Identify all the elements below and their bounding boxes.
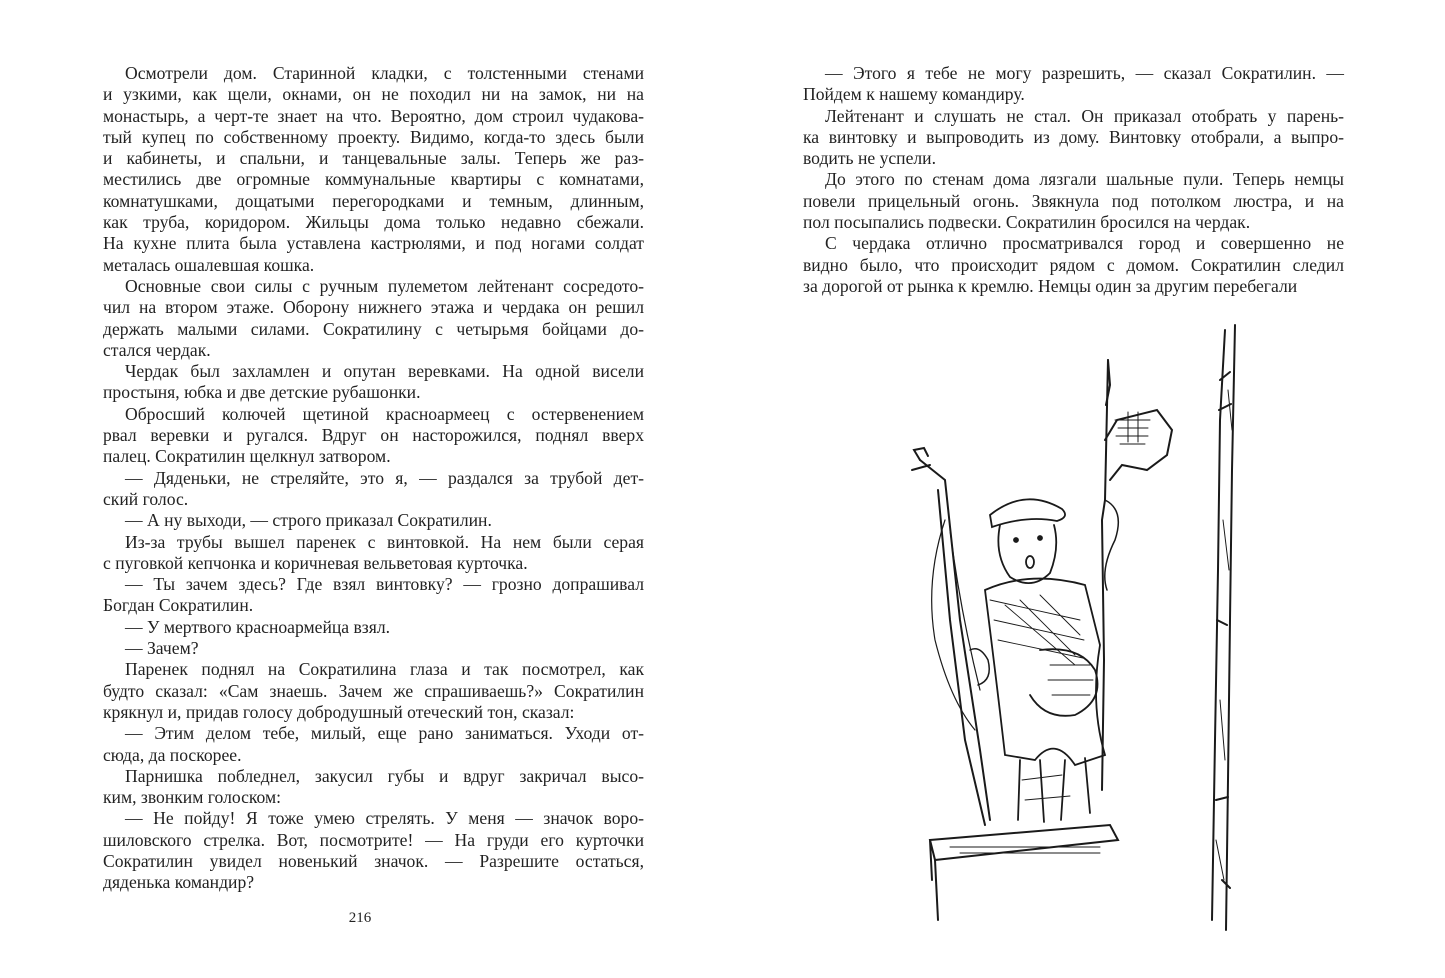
text-line: и узкими, как щели, окнами, он не походил ни на замок, ни на <box>103 84 644 105</box>
right-wall-sketch <box>1212 325 1235 930</box>
text-line: простыня, юбка и две детские рубашонки. <box>103 382 421 403</box>
text-line: как труба, коридором. Жильцы дома только недавно сбежали. <box>103 212 644 233</box>
text-line: ким, звонким голоском: <box>103 787 282 808</box>
text-line: дяденька командир? <box>103 872 255 893</box>
text-line: Основные свои силы с ручным пулеметом лейтенант сосредото- <box>125 275 644 296</box>
text-line: крякнул и, придав голосу добродушный отеческий тон, сказал: <box>103 701 575 722</box>
text-line: будто сказал: «Сам знаешь. Зачем же спрашиваешь?» Сократилин <box>103 680 644 701</box>
text-line: До этого по стенам дома лязгали шальные пули. Теперь немцы <box>825 169 1344 190</box>
rifle-sketch <box>912 448 990 825</box>
text-line: видно было, что происходит рядом с домом. Сократилин следил <box>803 254 1344 275</box>
text-line: Богдан Сократилин. <box>103 595 254 616</box>
boy-with-rifle-illustration <box>890 320 1270 940</box>
cap <box>990 499 1065 527</box>
text-line: — Зачем? <box>125 638 199 659</box>
text-line: — Этим делом тебе, милый, еще рано заниматься. Уходи от- <box>125 723 644 744</box>
text-line: за дорогой от рынка к кремлю. Немцы один за другим перебегали <box>803 275 1298 296</box>
text-line: Из-за трубы вышел паренек с винтовкой. На нем были серая <box>125 531 644 552</box>
text-line: шиловского стрелка. Вот, посмотрите! — На груди его курточки <box>103 829 644 850</box>
text-line: Пойдем к нашему командиру. <box>803 84 1025 105</box>
left-wall-sketch <box>1102 360 1172 790</box>
right-page-text <box>803 63 1344 297</box>
jacket <box>985 579 1105 765</box>
text-line: — А ну выходи, — строго приказал Сократилин. <box>125 510 492 531</box>
text-line: Сократилин увидел новенький значок. — Разрешите остаться, <box>103 850 644 871</box>
text-line: повели прицельный огонь. Звякнула под потолком люстра, и на <box>803 190 1344 211</box>
window-sill-sketch <box>930 825 1118 920</box>
text-line: На кухне плита была уставлена кастрюлями, и под ногами солдат <box>103 233 644 254</box>
arm <box>1030 649 1098 716</box>
text-line: ка винтовку и выпроводить из дому. Винтовку отобрали, а выпро- <box>803 126 1344 147</box>
text-line: водить не успели. <box>803 148 937 169</box>
text-line: Осмотрели дом. Старинной кладки, с толстенными стенами <box>125 63 644 83</box>
text-line: Лейтенант и слушать не стал. Он приказал отобрать у парень- <box>825 105 1344 126</box>
text-line: местились две огромные коммунальные квартиры с комнатами, <box>103 169 644 190</box>
text-line: чил на втором этаже. Оборону нижнего этажа и чердака он решил <box>103 297 644 318</box>
text-line: тый купец по собственному проекту. Видимо, когда-то здесь были <box>103 126 644 147</box>
text-line: Парнишка побледнел, закусил губы и вдруг закричал высо- <box>125 765 644 786</box>
text-line: Обросший колючей щетиной красноармеец с остервенением <box>125 403 644 424</box>
text-line: ский голос. <box>103 488 189 509</box>
text-line: С чердака отлично просматривался город и совершенно не <box>825 233 1344 254</box>
text-line: — Дяденьки, не стреляйте, это я, — раздался за трубой дет- <box>125 467 644 488</box>
text-line: держать малыми силами. Сократилину с четырьмя бойцами до- <box>103 318 644 339</box>
text-line: — Ты зачем здесь? Где взял винтовку? — грозно допрашивал <box>125 574 644 595</box>
boy-figure-sketch <box>985 499 1105 822</box>
text-line: — У мертвого красноармейца взял. <box>125 616 391 637</box>
left-page-text <box>103 63 644 894</box>
page-number: 216 <box>348 910 372 926</box>
text-line: монастырь, а черт-те знает на что. Вероятно, дом строил чудакова- <box>103 105 644 126</box>
text-line: металась ошалевшая кошка. <box>103 254 315 275</box>
face <box>998 525 1056 583</box>
text-line: рвал веревки и ругался. Вдруг он насторожился, поднял вверх <box>103 425 644 446</box>
text-line: с пуговкой кепчонка и коричневая вельветовая курточка. <box>103 552 528 573</box>
text-line: Чердак был захламлен и опутан веревками. На одной висели <box>125 361 644 382</box>
text-line: комнатушками, дощатыми перегородками и темным, длинным, <box>103 190 644 211</box>
text-line: и кабинеты, и спальни, и танцевальные залы. Теперь же раз- <box>103 148 644 169</box>
text-line: пол посыпались подвески. Сократилин бросился на чердак. <box>803 212 1251 233</box>
text-line: Паренек поднял на Сократилина глаза и так посмотрел, как <box>125 659 644 680</box>
text-line: — Этого я тебе не могу разрешить, — сказал Сократилин. — <box>825 63 1344 83</box>
text-line: палец. Сократилин щелкнул затвором. <box>103 446 391 467</box>
text-line: стался чердак. <box>103 339 211 360</box>
text-line: — Не пойду! Я тоже умею стрелять. У меня — значок воро- <box>125 808 644 829</box>
text-line: сюда, да поскорее. <box>103 744 242 765</box>
legs <box>1018 758 1090 822</box>
